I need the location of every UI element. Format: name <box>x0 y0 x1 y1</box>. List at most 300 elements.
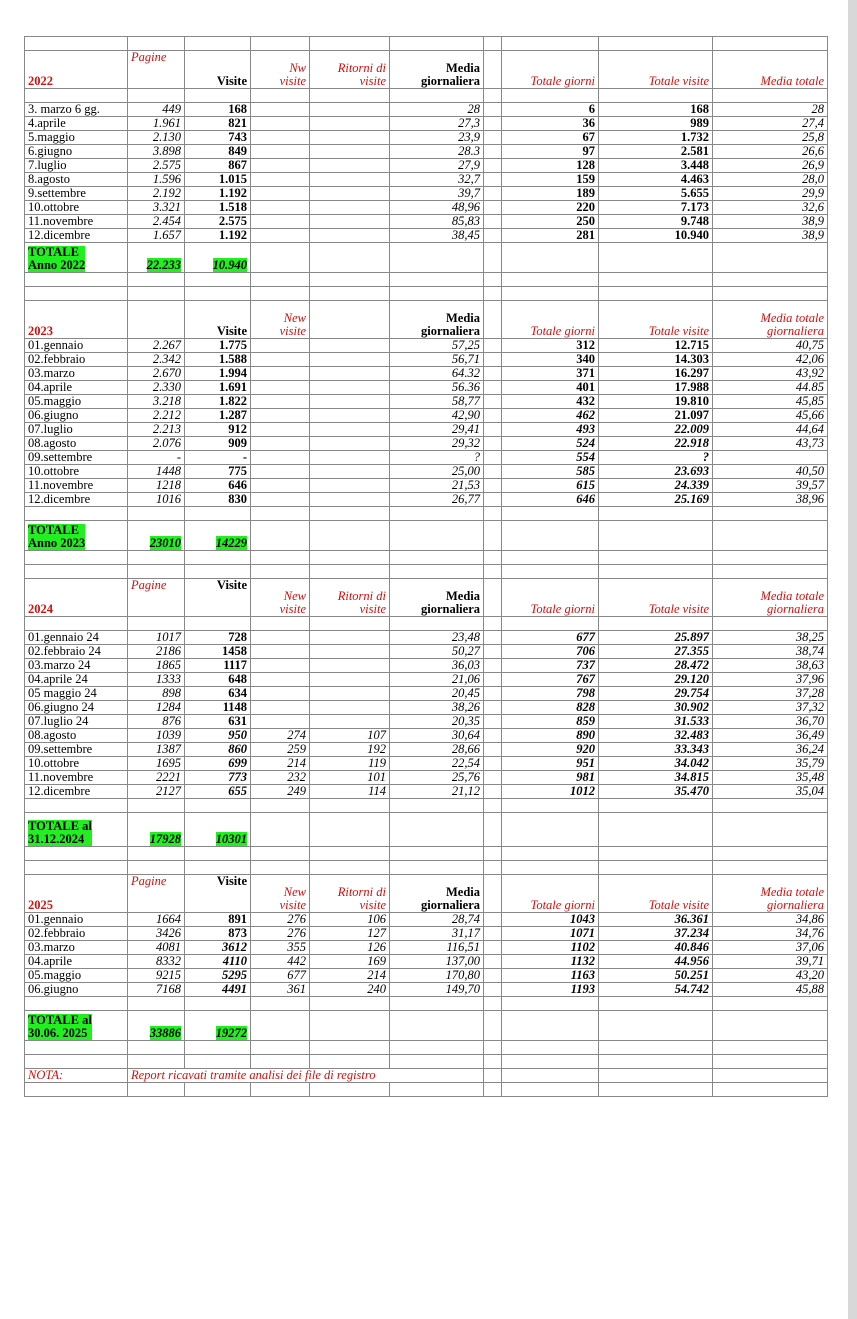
empty-cell <box>185 551 251 565</box>
spacer-row <box>25 847 828 861</box>
empty-cell <box>713 551 828 565</box>
separator-cell <box>484 941 502 955</box>
table-row <box>25 969 828 983</box>
ritorni-value <box>310 201 390 215</box>
empty-cell <box>185 273 251 287</box>
table-row <box>25 955 828 969</box>
separator-cell <box>484 715 502 729</box>
media-totale-value: 37,96 <box>713 673 828 687</box>
totale-visite-value: 27.355 <box>599 645 713 659</box>
totale-giorni-value: 189 <box>502 187 599 201</box>
media-totale-value: 40,50 <box>713 465 828 479</box>
media-value: 25,76 <box>390 771 484 785</box>
empty-cell <box>310 287 390 301</box>
separator-cell <box>484 757 502 771</box>
separator-cell <box>484 729 502 743</box>
ritorni-value <box>310 687 390 701</box>
empty-cell <box>25 799 128 813</box>
empty-cell <box>390 37 484 51</box>
media-totale-value: 43,73 <box>713 437 828 451</box>
empty-cell <box>185 37 251 51</box>
separator-cell <box>484 465 502 479</box>
visite-value: 773 <box>185 771 251 785</box>
ritorni-value <box>310 229 390 243</box>
pagine-value: 2.076 <box>128 437 185 451</box>
totale-giorni-value: 128 <box>502 159 599 173</box>
table-row <box>25 659 828 673</box>
header-totale-visite: Totale visite <box>599 301 713 339</box>
empty-cell <box>713 1041 828 1055</box>
empty-cell <box>713 813 828 847</box>
empty-cell <box>484 1041 502 1055</box>
empty-cell <box>390 799 484 813</box>
totale-giorni-value: 890 <box>502 729 599 743</box>
empty-cell <box>484 1055 502 1069</box>
visite-value: 909 <box>185 437 251 451</box>
empty-cell <box>713 287 828 301</box>
totale-visite-value: 7.173 <box>599 201 713 215</box>
visite-value: 1.192 <box>185 229 251 243</box>
pagine-value: 2.454 <box>128 215 185 229</box>
totale-visite-value: 24.339 <box>599 479 713 493</box>
visite-value: 168 <box>185 103 251 117</box>
media-value: 27,3 <box>390 117 484 131</box>
month-label: 4.aprile <box>25 117 128 131</box>
spacer-row <box>25 861 828 875</box>
media-value: 36,03 <box>390 659 484 673</box>
media-totale-value: 37,28 <box>713 687 828 701</box>
pagine-value: 3426 <box>128 927 185 941</box>
media-value: 32,7 <box>390 173 484 187</box>
empty-cell <box>128 799 185 813</box>
totale-visite-value: 3.448 <box>599 159 713 173</box>
separator-cell <box>484 437 502 451</box>
new-visite-value <box>251 103 310 117</box>
spacer-row <box>25 273 828 287</box>
month-label: 09.settembre <box>25 743 128 757</box>
empty-cell <box>502 551 599 565</box>
spacer-row <box>25 1055 828 1069</box>
new-visite-value: 355 <box>251 941 310 955</box>
empty-cell <box>390 997 484 1011</box>
month-label: 6.giugno <box>25 145 128 159</box>
totale-visite-value: 29.754 <box>599 687 713 701</box>
empty-cell <box>310 1011 390 1041</box>
empty-cell <box>599 813 713 847</box>
table-row <box>25 465 828 479</box>
empty-cell <box>128 287 185 301</box>
header-ritorni: Ritorni di visite <box>310 51 390 89</box>
ritorni-value: 114 <box>310 785 390 799</box>
visite-value: 1.015 <box>185 173 251 187</box>
totale-visite-value: 17.988 <box>599 381 713 395</box>
totale-giorni-value: 401 <box>502 381 599 395</box>
empty-cell <box>185 799 251 813</box>
visite-value: 1.775 <box>185 339 251 353</box>
media-totale-value: 43,20 <box>713 969 828 983</box>
empty-cell <box>310 507 390 521</box>
spacer-row <box>25 37 828 51</box>
media-totale-value: 28 <box>713 103 828 117</box>
totale-giorni-value: 493 <box>502 423 599 437</box>
empty-cell <box>713 997 828 1011</box>
ritorni-value <box>310 451 390 465</box>
pagine-value: 2.342 <box>128 353 185 367</box>
totale-giorni-value: 97 <box>502 145 599 159</box>
empty-cell <box>128 861 185 875</box>
totale-visite-value: 25.897 <box>599 631 713 645</box>
header-visite: Visite <box>185 579 251 617</box>
empty-cell <box>599 799 713 813</box>
empty-cell <box>502 565 599 579</box>
pagine-value: 1016 <box>128 493 185 507</box>
empty-cell <box>713 847 828 861</box>
spacer-row <box>25 565 828 579</box>
empty-cell <box>713 1055 828 1069</box>
totale-visite-value: 168 <box>599 103 713 117</box>
spacer-row <box>25 1041 828 1055</box>
year-title: 2024 <box>25 579 128 617</box>
totale-giorni-value: 828 <box>502 701 599 715</box>
table-row <box>25 451 828 465</box>
empty-cell <box>599 847 713 861</box>
ritorni-value: 126 <box>310 941 390 955</box>
totale-giorni-value: 585 <box>502 465 599 479</box>
media-totale-value: 36,24 <box>713 743 828 757</box>
empty-cell <box>25 997 128 1011</box>
table-row <box>25 395 828 409</box>
empty-cell <box>390 287 484 301</box>
media-totale-value: 44.85 <box>713 381 828 395</box>
empty-cell <box>502 799 599 813</box>
media-totale-value: 39,57 <box>713 479 828 493</box>
new-visite-value <box>251 381 310 395</box>
pagine-value: 2.575 <box>128 159 185 173</box>
totale-visite-value: 16.297 <box>599 367 713 381</box>
empty-cell <box>25 1041 128 1055</box>
media-value: 21,12 <box>390 785 484 799</box>
totale-visite-value: 33.343 <box>599 743 713 757</box>
empty-cell <box>713 861 828 875</box>
month-label: 12.dicembre <box>25 785 128 799</box>
visite-value: 655 <box>185 785 251 799</box>
media-value: 64.32 <box>390 367 484 381</box>
visite-value: 1.994 <box>185 367 251 381</box>
empty-cell <box>128 997 185 1011</box>
year-title: 2025 <box>25 875 128 913</box>
header-pagine: Pagine <box>128 875 185 913</box>
month-label: 9.settembre <box>25 187 128 201</box>
total-label: TOTALE Anno 2022 <box>25 243 128 273</box>
media-value: 21,06 <box>390 673 484 687</box>
empty-cell <box>251 287 310 301</box>
empty-cell <box>251 243 310 273</box>
month-label: 06.giugno <box>25 409 128 423</box>
media-value: 116,51 <box>390 941 484 955</box>
table-row <box>25 645 828 659</box>
separator-cell <box>484 579 502 617</box>
pagine-value: 1387 <box>128 743 185 757</box>
month-label: 8.agosto <box>25 173 128 187</box>
separator-cell <box>484 423 502 437</box>
totale-giorni-value: 1043 <box>502 913 599 927</box>
empty-cell <box>599 997 713 1011</box>
separator-cell <box>484 687 502 701</box>
new-visite-value <box>251 353 310 367</box>
pagine-value: - <box>128 451 185 465</box>
total-row <box>25 1011 828 1041</box>
spacer-row <box>25 507 828 521</box>
empty-cell <box>185 617 251 631</box>
empty-cell <box>251 89 310 103</box>
pagine-value: 2.212 <box>128 409 185 423</box>
media-value: 48,96 <box>390 201 484 215</box>
totale-visite-value: 35.470 <box>599 785 713 799</box>
totale-visite-value: 12.715 <box>599 339 713 353</box>
totale-visite-value: 989 <box>599 117 713 131</box>
header-visite: Visite <box>185 301 251 339</box>
empty-cell <box>484 551 502 565</box>
empty-cell <box>390 565 484 579</box>
year-title: 2023 <box>25 301 128 339</box>
month-label: 5.maggio <box>25 131 128 145</box>
media-value: 28.3 <box>390 145 484 159</box>
separator-cell <box>484 395 502 409</box>
total-visite: 10.940 <box>185 243 251 273</box>
separator-cell <box>484 339 502 353</box>
empty-cell <box>484 1011 502 1041</box>
empty-cell <box>713 799 828 813</box>
month-label: 01.gennaio <box>25 913 128 927</box>
new-visite-value: 214 <box>251 757 310 771</box>
table-row <box>25 381 828 395</box>
month-label: 10.ottobre <box>25 757 128 771</box>
pagine-value: 4081 <box>128 941 185 955</box>
empty-cell <box>713 565 828 579</box>
table-row <box>25 983 828 997</box>
empty-cell <box>128 617 185 631</box>
media-value: 56.36 <box>390 381 484 395</box>
total-pagine: 33886 <box>128 1011 185 1041</box>
new-visite-value <box>251 673 310 687</box>
totale-giorni-value: 1102 <box>502 941 599 955</box>
media-totale-value: 38,74 <box>713 645 828 659</box>
media-value: 85,83 <box>390 215 484 229</box>
empty-cell <box>25 287 128 301</box>
empty-cell <box>484 287 502 301</box>
empty-cell <box>390 243 484 273</box>
visite-value: 631 <box>185 715 251 729</box>
month-label: 08.agosto <box>25 729 128 743</box>
totale-giorni-value: 67 <box>502 131 599 145</box>
new-visite-value <box>251 687 310 701</box>
year-header-row <box>25 301 828 339</box>
totale-visite-value: 1.732 <box>599 131 713 145</box>
ritorni-value: 106 <box>310 913 390 927</box>
empty-cell <box>251 861 310 875</box>
empty-cell <box>502 89 599 103</box>
ritorni-value <box>310 395 390 409</box>
total-visite: 19272 <box>185 1011 251 1041</box>
table-row <box>25 187 828 201</box>
empty-cell <box>390 847 484 861</box>
ritorni-value <box>310 173 390 187</box>
empty-cell <box>713 617 828 631</box>
header-media-totale: Media totale <box>713 51 828 89</box>
new-visite-value <box>251 201 310 215</box>
total-label: TOTALE al 31.12.2024 <box>25 813 128 847</box>
pagine-value: 2.267 <box>128 339 185 353</box>
empty-cell <box>484 507 502 521</box>
empty-cell <box>390 861 484 875</box>
empty-cell <box>599 273 713 287</box>
month-label: 05.maggio <box>25 395 128 409</box>
visite-value: 830 <box>185 493 251 507</box>
pagine-value: 1284 <box>128 701 185 715</box>
media-value: 25,00 <box>390 465 484 479</box>
empty-cell <box>25 89 128 103</box>
totale-visite-value: 40.846 <box>599 941 713 955</box>
empty-cell <box>484 861 502 875</box>
totale-giorni-value: 615 <box>502 479 599 493</box>
header-media: Media giornaliera <box>390 301 484 339</box>
header-media-totale: Media totale giornaliera <box>713 579 828 617</box>
empty-cell <box>502 997 599 1011</box>
empty-cell <box>310 847 390 861</box>
ritorni-value <box>310 631 390 645</box>
total-row <box>25 521 828 551</box>
empty-cell <box>713 1069 828 1083</box>
pagine-value: 3.898 <box>128 145 185 159</box>
total-label: TOTALE Anno 2023 <box>25 521 128 551</box>
table-row <box>25 701 828 715</box>
media-value: 58,77 <box>390 395 484 409</box>
empty-cell <box>390 813 484 847</box>
separator-cell <box>484 229 502 243</box>
ritorni-value <box>310 673 390 687</box>
empty-cell <box>128 89 185 103</box>
empty-cell <box>251 1011 310 1041</box>
ritorni-value <box>310 437 390 451</box>
totale-visite-value: 23.693 <box>599 465 713 479</box>
month-label: 02.febbraio <box>25 353 128 367</box>
month-label: 06.giugno 24 <box>25 701 128 715</box>
media-totale-value: 34,76 <box>713 927 828 941</box>
empty-cell <box>599 507 713 521</box>
totale-giorni-value: 6 <box>502 103 599 117</box>
separator-cell <box>484 771 502 785</box>
empty-cell <box>599 1055 713 1069</box>
header-totale-giorni: Totale giorni <box>502 51 599 89</box>
media-value: 42,90 <box>390 409 484 423</box>
empty-cell <box>390 89 484 103</box>
visite-value: - <box>185 451 251 465</box>
totale-visite-value: 28.472 <box>599 659 713 673</box>
empty-cell <box>599 1069 713 1083</box>
visite-value: 873 <box>185 927 251 941</box>
header-media: Media giornaliera <box>390 51 484 89</box>
media-value: 22,54 <box>390 757 484 771</box>
ritorni-value <box>310 131 390 145</box>
totale-giorni-value: 371 <box>502 367 599 381</box>
media-totale-value: 35,48 <box>713 771 828 785</box>
totale-visite-value: 37.234 <box>599 927 713 941</box>
table-row <box>25 479 828 493</box>
page-edge-shadow <box>848 0 857 1319</box>
ritorni-value: 101 <box>310 771 390 785</box>
empty-cell <box>128 273 185 287</box>
empty-cell <box>502 1011 599 1041</box>
new-visite-value <box>251 229 310 243</box>
pagine-value: 1.596 <box>128 173 185 187</box>
visite-value: 891 <box>185 913 251 927</box>
empty-cell <box>390 617 484 631</box>
totale-giorni-value: 281 <box>502 229 599 243</box>
totale-visite-value: 36.361 <box>599 913 713 927</box>
empty-cell <box>484 273 502 287</box>
totale-visite-value: 54.742 <box>599 983 713 997</box>
pagine-value: 2221 <box>128 771 185 785</box>
totale-giorni-value: 432 <box>502 395 599 409</box>
visite-value: 1117 <box>185 659 251 673</box>
media-value: 20,45 <box>390 687 484 701</box>
empty-cell <box>713 243 828 273</box>
ritorni-value <box>310 493 390 507</box>
media-totale-value: 26,9 <box>713 159 828 173</box>
empty-cell <box>25 1055 128 1069</box>
totale-giorni-value: 36 <box>502 117 599 131</box>
visite-value: 699 <box>185 757 251 771</box>
month-label: 7.luglio <box>25 159 128 173</box>
new-visite-value <box>251 451 310 465</box>
totale-giorni-value: 981 <box>502 771 599 785</box>
table-row <box>25 729 828 743</box>
totale-giorni-value: 312 <box>502 339 599 353</box>
empty-cell <box>484 565 502 579</box>
media-value: 27,9 <box>390 159 484 173</box>
media-value: 56,71 <box>390 353 484 367</box>
visite-value: 821 <box>185 117 251 131</box>
totale-visite-value: 31.533 <box>599 715 713 729</box>
total-pagine: 22.233 <box>128 243 185 273</box>
month-label: 03.marzo <box>25 941 128 955</box>
visite-value: 867 <box>185 159 251 173</box>
header-new-visite: Nw visite <box>251 51 310 89</box>
empty-cell <box>502 507 599 521</box>
empty-cell <box>599 521 713 551</box>
media-value: 149,70 <box>390 983 484 997</box>
header-totale-giorni: Totale giorni <box>502 875 599 913</box>
totale-giorni-value: 920 <box>502 743 599 757</box>
new-visite-value <box>251 117 310 131</box>
month-label: 03.marzo 24 <box>25 659 128 673</box>
empty-cell <box>25 507 128 521</box>
table-row <box>25 131 828 145</box>
empty-cell <box>185 1083 251 1097</box>
empty-cell <box>599 617 713 631</box>
pagine-value: 1039 <box>128 729 185 743</box>
empty-cell <box>502 617 599 631</box>
new-visite-value <box>251 131 310 145</box>
new-visite-value: 259 <box>251 743 310 757</box>
header-totale-giorni: Totale giorni <box>502 301 599 339</box>
empty-cell <box>484 799 502 813</box>
header-new-visite: New visite <box>251 301 310 339</box>
ritorni-value <box>310 645 390 659</box>
totale-giorni-value: 1071 <box>502 927 599 941</box>
table-row <box>25 743 828 757</box>
table-row <box>25 437 828 451</box>
